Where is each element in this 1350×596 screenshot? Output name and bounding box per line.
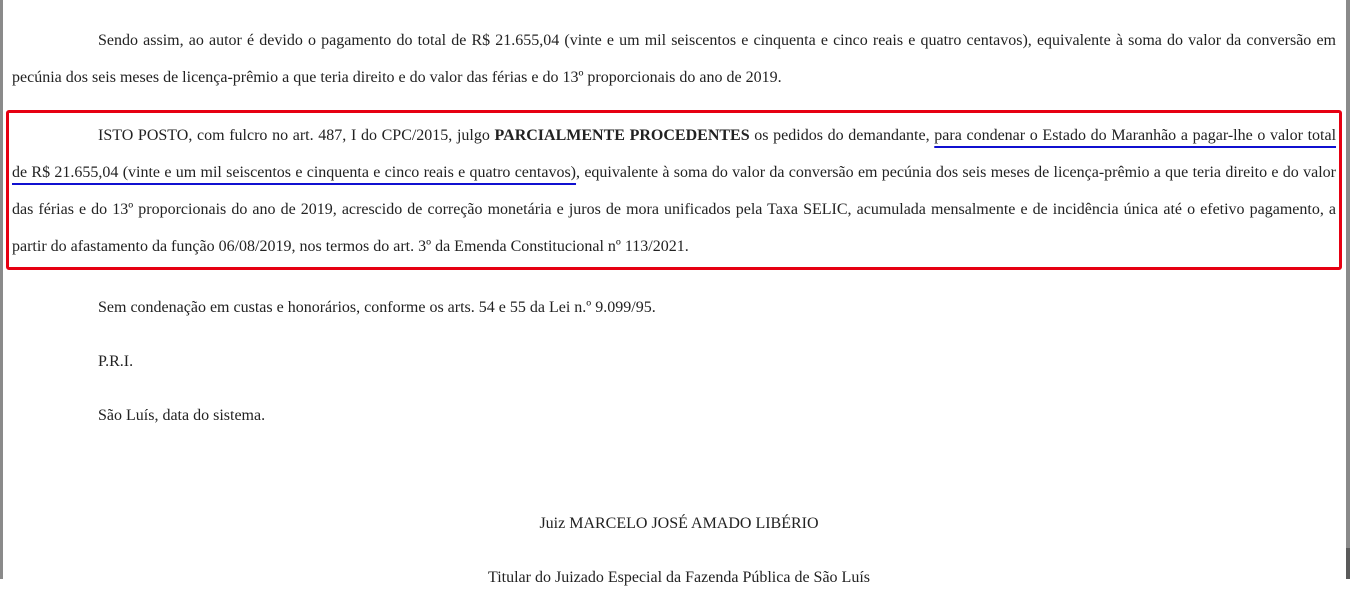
scrollbar-thumb[interactable] [1346, 548, 1350, 579]
ruling-rest-text: , equivalente à soma do valor da conversão em pecúnia dos seis meses de licença-prêmio a que teria direito e do valor das férias e do 13º proporcionais do ano de 2019, acrescido de correção monetária e juros de mora unificados pela Taxa SELIC, acumulada mensalmente e de incidência única até o efetivo pagamento, a partir do afastamento da função 06/08/2019, nos termos do art. 3º da Emenda Constitucional nº 113/2021. [12, 164, 1336, 255]
signature-judge-title: Titular do Juizado Especial da Fazenda Pública de São Luís [488, 569, 870, 586]
paragraph-pri: P.R.I. [98, 353, 134, 370]
scrollbar-track[interactable] [1346, 0, 1350, 579]
ruling-underlined-condemnation: para condenar o Estado do Maranhão a pagar-lhe o valor total de R$ 21.655,04 (vinte e um mil seiscentos e cinquenta e cinco reais e quatro centavos) [12, 127, 1337, 181]
ruling-verdict-bold: PARCIALMENTE PROCEDENTES [494, 127, 750, 144]
paragraph-ruling [12, 117, 1336, 265]
signature-judge-name: Juiz MARCELO JOSÉ AMADO LIBÉRIO [539, 515, 819, 532]
highlighted-ruling-box [6, 110, 1342, 270]
ruling-intro-text: ISTO POSTO, com fulcro no art. 487, I do CPC/2015, julgo [98, 127, 495, 144]
paragraph-costs: Sem condenação em custas e honorários, conforme os arts. 54 e 55 da Lei n.º 9.099/95. [98, 299, 656, 316]
paragraph-payment-summary: Sendo assim, ao autor é devido o pagamento do total de R$ 21.655,04 (vinte e um mil seiscentos e cinquenta e cinco reais e quatro centavos), equivalente à soma do valor da conversão em pecúnia dos seis meses de licença-prêmio a que teria direito e do valor das férias e do 13º proporcionais do ano de 2019. [12, 32, 1336, 86]
ruling-mid-text: os pedidos do demandante, [749, 127, 935, 144]
document-body [12, 22, 1336, 596]
paragraph-place-date: São Luís, data do sistema. [98, 407, 266, 424]
window-left-border [0, 0, 3, 579]
